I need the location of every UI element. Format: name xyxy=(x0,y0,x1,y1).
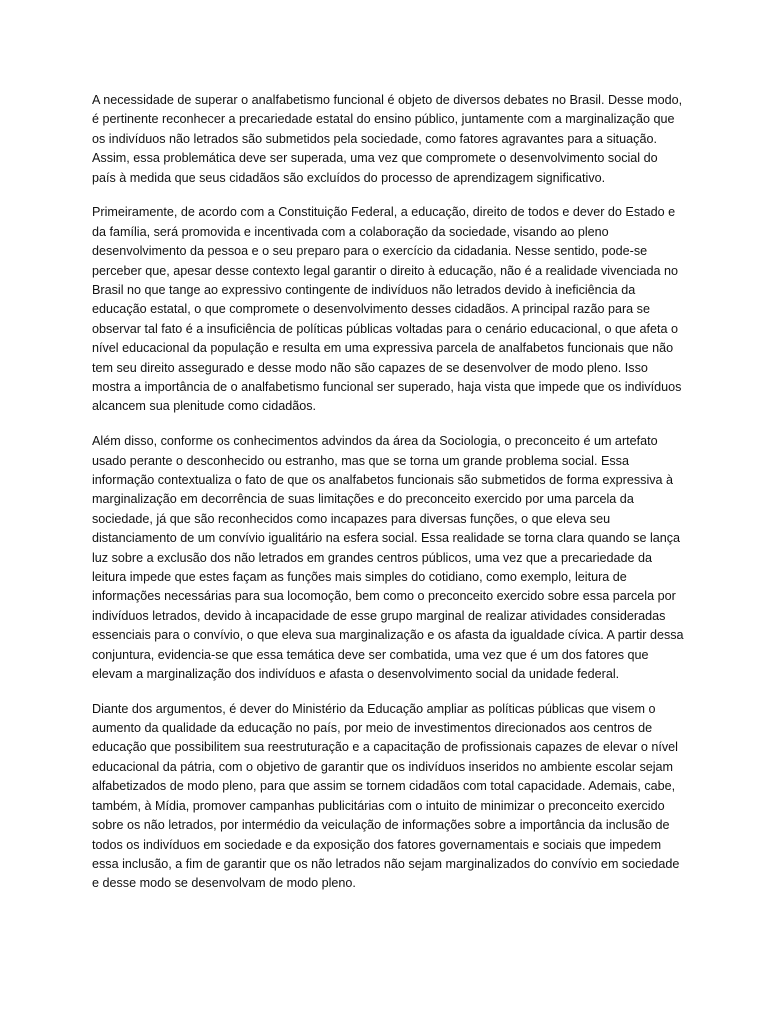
paragraph-development-two: Além disso, conforme os conhecimentos advindos da área da Sociologia, o preconceito é um artefato usado perante o desconhecido ou estranho, mas que se torna um grande problema social. Essa informação contextualiza o fato de que os analfabetos funcionais são submetidos de forma expressiva à marginalização em decorrência de suas limitações e do preconceito exercido por uma parcela da sociedade, já que são reconhecidos como incapazes para diversas funções, o que eleva seu distanciamento de um convívio igualitário na esfera social. Essa realidade se torna clara quando se lança luz sobre a exclusão dos não letrados em grandes centros públicos, uma vez que a precariedade da leitura impede que estes façam as funções mais simples do cotidiano, como exemplo, leitura de informações necessárias para sua locomoção, bem como o preconceito exercido sobre essa parcela por indivíduos letrados, devido à incapacidade de esse grupo marginal de realizar atividades consideradas essenciais para o convívio, o que eleva sua marginalização e os afasta da igualdade cívica. A partir dessa conjuntura, evidencia-se que essa temática deve ser combatida, uma vez que é um dos fatores que elevam a marginalização dos indivíduos e afasta o desenvolvimento social da unidade federal. xyxy=(92,434,684,681)
paragraph-development-one: Primeiramente, de acordo com a Constituição Federal, a educação, direito de todos e dever do Estado e da família, será promovida e incentivada com a colaboração da sociedade, visando ao pleno desenvolvimento da pessoa e o seu preparo para o exercício da cidadania. Nesse sentido, pode-se perceber que, apesar desse contexto legal garantir o direito à educação, não é a realidade vivenciada no Brasil no que tange ao expressivo contingente de indivíduos não letrados devido à ineficiência da educação estatal, o que compromete o desenvolvimento desses cidadãos. A principal razão para se observar tal fato é a insuficiência de políticas públicas voltadas para o cenário educacional, o que afeta o nível educacional da população e resulta em uma expressiva parcela de analfabetos funcionais que não tem seu direito assegurado e desse modo não são capazes de se desenvolver de modo pleno. Isso mostra a importância de o analfabetismo funcional ser superado, haja vista que impede que os indivíduos alcancem sua plenitude como cidadãos. xyxy=(92,205,682,414)
document-page xyxy=(92,91,684,909)
paragraph-introduction: A necessidade de superar o analfabetismo funcional é objeto de diversos debates no Brasil. Desse modo, é pertinente reconhecer a precariedade estatal do ensino público, juntamente com a marginalização que os indivíduos não letrados são submetidos pela sociedade, como fatores agravantes para a situação. Assim, essa problemática deve ser superada, uma vez que compromete o desenvolvimento social do país à medida que seus cidadãos são excluídos do processo de aprendizagem significativo. xyxy=(92,93,683,185)
paragraph-conclusion: Diante dos argumentos, é dever do Ministério da Educação ampliar as políticas públicas que visem o aumento da qualidade da educação no país, por meio de investimentos direcionados aos centros de educação que possibilitem sua reestruturação e a capacitação de profissionais capazes de elevar o nível educacional da pátria, com o objetivo de garantir que os indivíduos inseridos no ambiente escolar sejam alfabetizados de modo pleno, para que assim se tornem cidadãos com total capacidade. Ademais, cabe, também, à Mídia, promover campanhas publicitárias com o intuito de minimizar o preconceito exercido sobre os não letrados, por intermédio da veiculação de informações sobre a importância da inclusão de todos os indivíduos em sociedade e da exposição dos fatores governamentais e sociais que impedem essa inclusão, a fim de garantir que os não letrados não sejam marginalizados do convívio em sociedade e desse modo se desenvolvam de modo pleno. xyxy=(92,701,680,891)
